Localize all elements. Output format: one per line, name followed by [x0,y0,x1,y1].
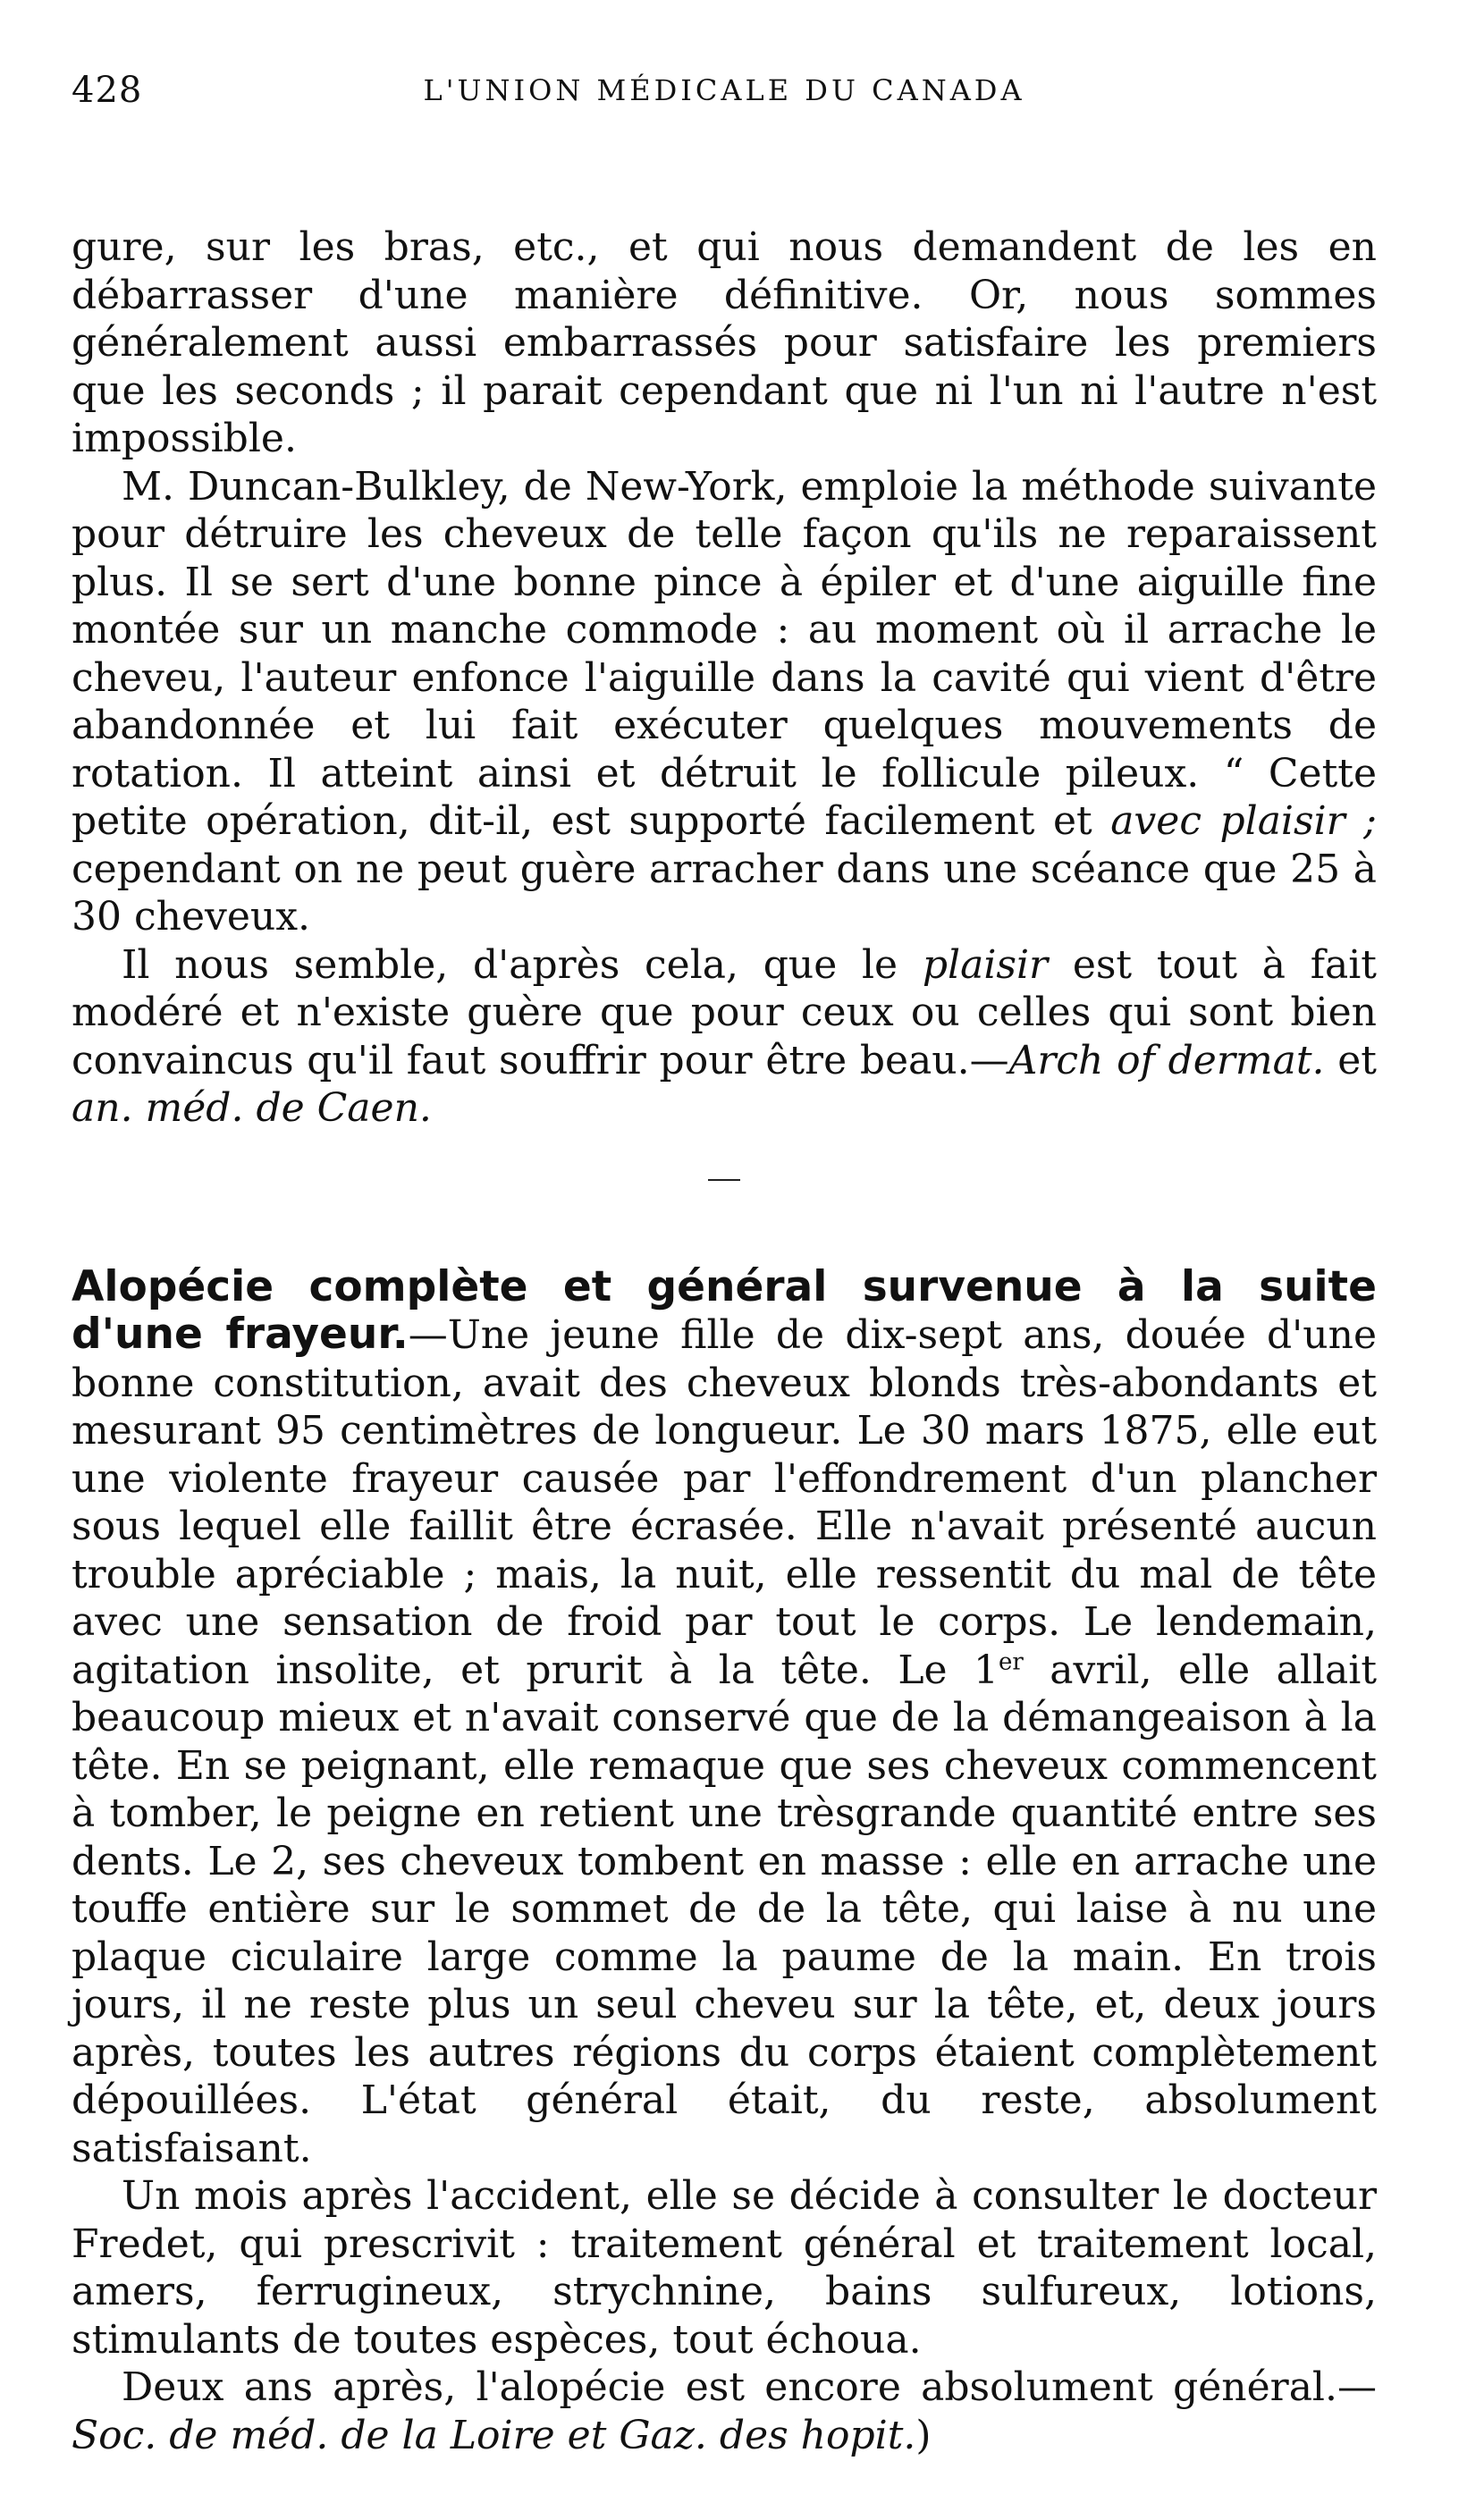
page-header [72,54,1377,118]
paragraph [72,2172,1377,2364]
paragraph-text: Deux ans après, l'alopécie est encore absolument général.— [122,2364,1377,2410]
paragraph [72,223,1377,463]
running-title: L'UNION MÉDICALE DU CANADA [423,73,1025,107]
paragraph [72,463,1377,941]
citation: Arch of dermat. [1008,1037,1325,1083]
italic-text: plaisir [922,941,1049,988]
paragraph-text: avril, elle allait beaucoup mieux et n'avait conservé que de la démangeaison à la tête. En se peignant, elle remaque que ses cheveux commencent à tomber, le peigne en retient une trèsgrande quantité entre ses dents. Le 2, ses cheveux tombent en masse : elle en arrache une touffe entière sur le sommet de de la tête, qui laise à nu une plaque ciculaire large comme la paume de la main. En trois jours, il ne reste plus un seul cheveu sur la tête, et, deux jours après, toutes les autres régions du corps étaient complètement dépouillées. L'état général était, du reste, absolument satisfaisant. [72,1647,1378,2171]
paragraph-text: gure, sur les bras, etc., et qui nous demandent de les en débarrasser d'une manière définitive. Or, nous sommes généralement aussi embarrassés pour satisfaire les premiers que les seconds ; il parait cependant que ni l'un ni l'autre n'est impossible. [72,224,1377,461]
section-title-continuation: d'une frayeur. [72,1310,409,1359]
paragraph-text: Un mois après l'accident, elle se décide à consulter le docteur Fredet, qui prescrivit : traitement général et traitement local, amers, ferrugineux, strychnine, bains sulfureux, lotions, stimulants de toutes espèces, tout échoua. [72,2173,1377,2363]
article-continuation [72,223,1377,1133]
superscript: er [999,1648,1024,1675]
paragraph [72,1310,1377,2172]
paragraph-text: est tout à fait modéré et n'existe guère que pour ceux ou celles qui sont bien convaincus qu'il faut souffrir pour être beau.— [72,941,1377,1083]
section-title: Alopécie complète et général survenue à la suite [72,1261,1377,1311]
section-divider [708,1179,740,1181]
paragraph-text: cependant on ne peut guère arracher dans une scéance que 25 à 30 cheveux. [72,846,1377,940]
citation: Soc. de méd. de la Loire et Gaz. des hopit. [72,2412,916,2458]
paragraph-text: M. Duncan-Bulkley, de New-York, emploie la méthode suivante pour détruire les cheveux de telle façon qu'ils ne reparaissent plus. Il se sert d'une bonne pince à épiler et d'une aiguille fine montée sur un manche commode : au moment où il arrache le cheveu, l'auteur enfonce l'aiguille dans la cavité qui vient d'être abandonnée et lui fait exécuter quelques mouvements de rotation. Il atteint ainsi et détruit le follicule pileux. “ Cette petite opération, dit-il, est supporté facilement et [72,463,1377,844]
citation: an. méd. de Caen. [72,1085,432,1131]
paragraph [72,2364,1377,2459]
document-page [72,54,1377,2467]
page-number: 428 [72,70,143,111]
paragraph [72,941,1377,1133]
article-section [72,1263,1377,2460]
paragraph-text: et [1337,1037,1377,1083]
paragraph-text: Il nous semble, d'après cela, que le [122,941,898,988]
paragraph-text: ) [915,2412,932,2458]
paragraph-text: —Une jeune fille de dix-sept ans, douée d'une bonne constitution, avait des cheveux blonds très-abondants et mesurant 95 centimètres de longueur. Le 30 mars 1875, elle eut une violente frayeur causée par l'effondrement d'un plancher sous lequel elle faillit être écrasée. Elle n'avait présenté aucun trouble apréciable ; mais, la nuit, elle ressentit du mal de tête avec une sensation de froid par tout le corps. Le lendemain, agitation insolite, et prurit à la tête. Le 1 [72,1312,1377,1693]
italic-text: avec plaisir ; [1110,798,1378,844]
